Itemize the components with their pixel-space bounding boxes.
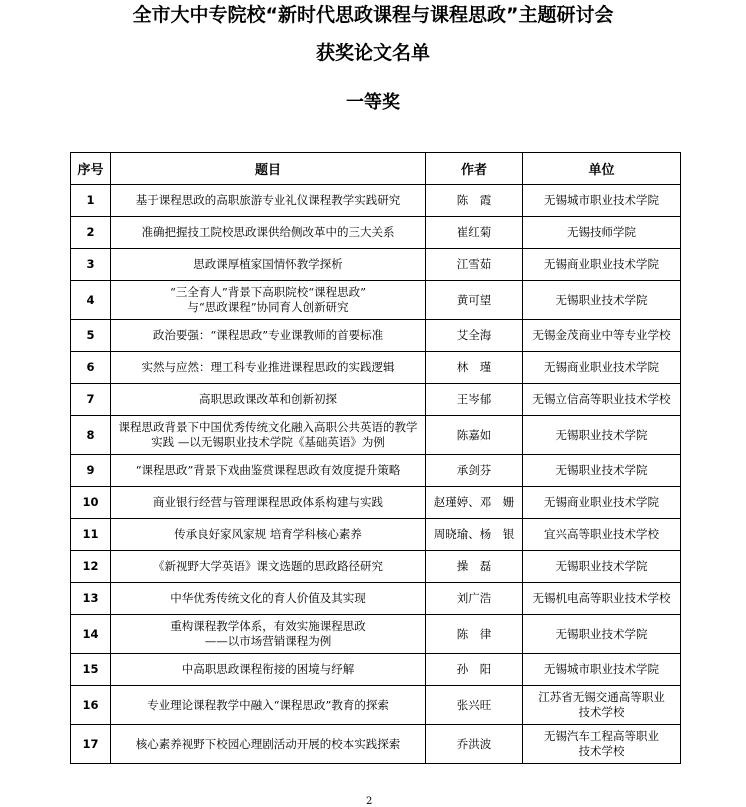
paper-unit: 无锡立信高等职业技术学校 <box>523 384 681 416</box>
table-row <box>71 185 681 217</box>
paper-title: 商业银行经营与管理课程思政体系构建与实践 <box>111 487 426 519</box>
row-number: 3 <box>71 249 111 281</box>
paper-author: 张兴旺 <box>426 686 523 725</box>
paper-author: 周晓瑜、杨 银 <box>426 519 523 551</box>
table-row <box>71 487 681 519</box>
paper-author: 林 瑾 <box>426 352 523 384</box>
table-row <box>71 519 681 551</box>
table-row <box>71 352 681 384</box>
paper-title: 基于课程思政的高职旅游专业礼仪课程教学实践研究 <box>111 185 426 217</box>
document-subtitle: 获奖论文名单 <box>315 42 430 64</box>
row-number: 9 <box>71 455 111 487</box>
row-number: 12 <box>71 551 111 583</box>
paper-title: 重构课程教学体系，有效实施课程思政 ——以市场营销课程为例 <box>111 615 426 654</box>
row-number: 7 <box>71 384 111 416</box>
paper-author: 赵瑾婷、邓 姗 <box>426 487 523 519</box>
paper-unit: 无锡机电高等职业技术学校 <box>523 583 681 615</box>
paper-unit: 无锡商业职业技术学院 <box>523 487 681 519</box>
table-row <box>71 281 681 320</box>
table-row <box>71 583 681 615</box>
paper-title: 中华优秀传统文化的育人价值及其实现 <box>111 583 426 615</box>
row-number: 17 <box>71 725 111 764</box>
column-header-author: 作者 <box>426 153 523 185</box>
row-number: 10 <box>71 487 111 519</box>
award-papers-table <box>70 152 681 764</box>
paper-unit: 无锡商业职业技术学院 <box>523 352 681 384</box>
table-row <box>71 320 681 352</box>
paper-unit: 无锡汽车工程高等职业 技术学校 <box>523 725 681 764</box>
table-row <box>71 615 681 654</box>
table-row <box>71 249 681 281</box>
paper-unit: 无锡职业技术学院 <box>523 615 681 654</box>
row-number: 8 <box>71 416 111 455</box>
table-row <box>71 455 681 487</box>
paper-unit: 宜兴高等职业技术学校 <box>523 519 681 551</box>
paper-author: 崔红菊 <box>426 217 523 249</box>
award-level-heading: 一等奖 <box>346 92 400 113</box>
paper-unit: 无锡职业技术学院 <box>523 416 681 455</box>
paper-author: 陈 律 <box>426 615 523 654</box>
paper-author: 操 磊 <box>426 551 523 583</box>
paper-author: 孙 阳 <box>426 654 523 686</box>
page-number: 2 <box>366 796 373 807</box>
paper-author: 陈嘉如 <box>426 416 523 455</box>
paper-author: 承剑芬 <box>426 455 523 487</box>
document-title: 全市大中专院校“新时代思政课程与课程思政”主题研讨会 <box>132 4 614 26</box>
paper-title: 核心素养视野下校园心理剧活动开展的校本实践探索 <box>111 725 426 764</box>
row-number: 15 <box>71 654 111 686</box>
row-number: 5 <box>71 320 111 352</box>
paper-title: 政治要强：“课程思政”专业课教师的首要标准 <box>111 320 426 352</box>
paper-title: 思政课厚植家国情怀教学探析 <box>111 249 426 281</box>
paper-author: 王岑郁 <box>426 384 523 416</box>
paper-unit: 无锡商业职业技术学院 <box>523 249 681 281</box>
row-number: 16 <box>71 686 111 725</box>
paper-unit: 无锡技师学院 <box>523 217 681 249</box>
paper-unit: 无锡城市职业技术学院 <box>523 185 681 217</box>
column-header-unit: 单位 <box>523 153 681 185</box>
paper-author: 艾全海 <box>426 320 523 352</box>
paper-title: 传承良好家风家规 培育学科核心素养 <box>111 519 426 551</box>
paper-title: 准确把握技工院校思政课供给侧改革中的三大关系 <box>111 217 426 249</box>
paper-author: 陈 霞 <box>426 185 523 217</box>
row-number: 11 <box>71 519 111 551</box>
table-row <box>71 551 681 583</box>
column-header-number: 序号 <box>71 153 111 185</box>
table-row <box>71 217 681 249</box>
row-number: 1 <box>71 185 111 217</box>
row-number: 14 <box>71 615 111 654</box>
table-header-row <box>71 153 681 185</box>
paper-unit: 无锡城市职业技术学院 <box>523 654 681 686</box>
paper-unit: 无锡金茂商业中等专业学校 <box>523 320 681 352</box>
paper-author: 刘广浩 <box>426 583 523 615</box>
paper-title: “三全育人”背景下高职院校“课程思政” 与“思政课程”协同育人创新研究 <box>111 281 426 320</box>
paper-title: 中高职思政课程衔接的困境与纾解 <box>111 654 426 686</box>
table-row <box>71 654 681 686</box>
table-row <box>71 725 681 764</box>
row-number: 4 <box>71 281 111 320</box>
row-number: 6 <box>71 352 111 384</box>
table-row <box>71 416 681 455</box>
paper-unit: 无锡职业技术学院 <box>523 551 681 583</box>
paper-author: 乔洪波 <box>426 725 523 764</box>
column-header-title: 题目 <box>111 153 426 185</box>
paper-title: “课程思政”背景下戏曲鉴赏课程思政有效度提升策略 <box>111 455 426 487</box>
paper-unit: 无锡职业技术学院 <box>523 455 681 487</box>
paper-unit: 无锡职业技术学院 <box>523 281 681 320</box>
paper-title: 《新视野大学英语》课文选题的思政路径研究 <box>111 551 426 583</box>
paper-title: 专业理论课程教学中融入“课程思政”教育的探索 <box>111 686 426 725</box>
paper-unit: 江苏省无锡交通高等职业 技术学校 <box>523 686 681 725</box>
table-row <box>71 686 681 725</box>
table-row <box>71 384 681 416</box>
paper-title: 高职思政课改革和创新初探 <box>111 384 426 416</box>
row-number: 13 <box>71 583 111 615</box>
paper-title: 课程思政背景下中国优秀传统文化融入高职公共英语的教学实践 —以无锡职业技术学院《基础英语》为例 <box>111 416 426 455</box>
row-number: 2 <box>71 217 111 249</box>
paper-author: 黄可望 <box>426 281 523 320</box>
paper-author: 江雪茹 <box>426 249 523 281</box>
paper-title: 实然与应然：理工科专业推进课程思政的实践逻辑 <box>111 352 426 384</box>
